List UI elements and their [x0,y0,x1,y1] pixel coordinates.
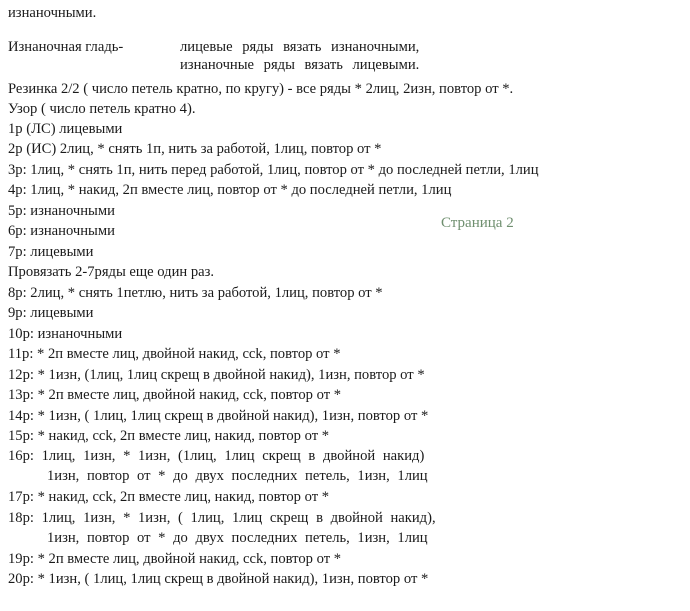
row-14: 14р: * 1изн, ( 1лиц, 1лиц скрещ в двойной накид), 1изн, повтор от * [8,408,429,424]
row-13: 13р: * 2п вместе лиц, двойной накид, ссk, повтор от * [8,387,342,403]
row-5: 5р: изнаночными [8,203,115,219]
row-12: 12р: * 1изн, (1лиц, 1лиц скрещ в двойной накид), 1изн, повтор от * [8,367,425,383]
row-2: 2р (ИС) 2лиц, * снять 1п, нить за работой, 1лиц, повтор от * [8,141,382,157]
row-15: 15р: * накид, ссk, 2п вместе лиц, накид, повтор от * [8,428,330,444]
row-10: 10р: изнаночными [8,326,123,342]
row-18: 18р: 1лиц, 1изн, * 1изн, ( 1лиц, 1лиц скрещ в двойной накид), [8,510,436,526]
row-20: 20р: * 1изн, ( 1лиц, 1лиц скрещ в двойной накид), 1изн, повтор от * [8,571,429,587]
row-8: 8р: 2лиц, * снять 1петлю, нить за работой, 1лиц, повтор от * [8,285,383,301]
row-16: 16р: 1лиц, 1изн, * 1изн, (1лиц, 1лиц скрещ в двойной накид) [8,448,425,464]
pattern-heading: Узор ( число петель кратно 4). [8,101,196,117]
row-9: 9р: лицевыми [8,305,94,321]
row-1: 1р (ЛС) лицевыми [8,121,123,137]
intro-line: изнаночными. [8,5,97,21]
row-11: 11р: * 2п вместе лиц, двойной накид, ссk, повтор от * [8,346,341,362]
ribbing-line: Резинка 2/2 ( число петель кратно, по кругу) - все ряды * 2лиц, 2изн, повтор от *. [8,81,514,97]
repeat-note: Провязать 2-7ряды еще один раз. [8,264,215,280]
row-18-cont: 1изн, повтор от * до двух последних петель, 1изн, 1лиц [47,530,428,546]
glad-heading: Изнаночная гладь- [8,39,124,55]
row-19: 19р: * 2п вместе лиц, двойной накид, ссk, повтор от * [8,551,342,567]
row-7: 7р: лицевыми [8,244,94,260]
row-4: 4р: 1лиц, * накид, 2п вместе лиц, повтор от * до последней петли, 1лиц [8,182,452,198]
row-17: 17р: * накид, ссk, 2п вместе лиц, накид, повтор от * [8,489,330,505]
glad-line-b: изнаночные ряды вязать лицевыми. [180,57,420,73]
row-16-cont: 1изн, повтор от * до двух последних петель, 1изн, 1лиц [47,468,428,484]
row-3: 3р: 1лиц, * снять 1п, нить перед работой, 1лиц, повтор от * до последней петли, 1лиц [8,162,539,178]
row-6: 6р: изнаночными [8,223,115,239]
glad-line-a: лицевые ряды вязать изнаночными, [180,39,420,55]
page-label: Страница 2 [441,215,514,231]
